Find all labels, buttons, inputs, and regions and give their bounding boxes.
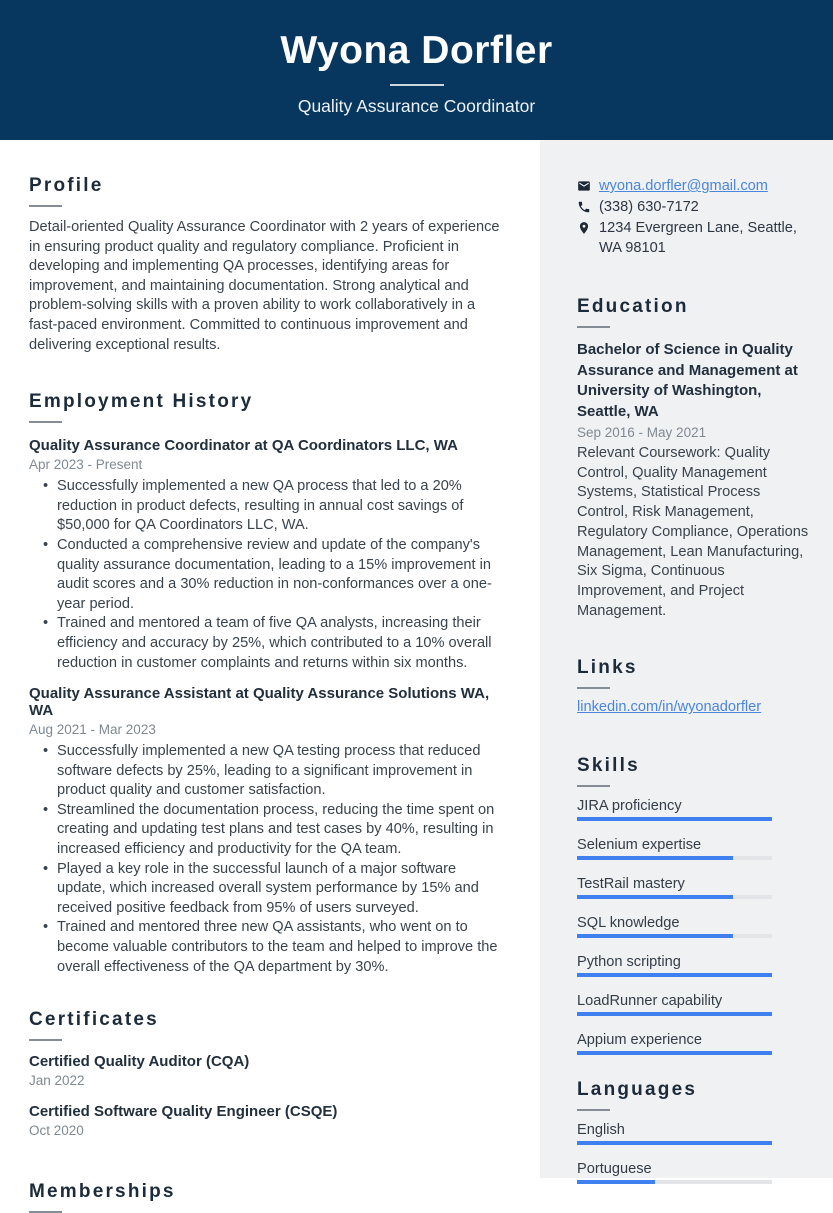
section-rule bbox=[577, 785, 610, 787]
links-heading: Links bbox=[577, 657, 638, 679]
language-name: English bbox=[577, 1122, 625, 1139]
section-rule bbox=[29, 421, 62, 423]
contact-block bbox=[577, 176, 815, 258]
certificates-heading: Certificates bbox=[29, 1009, 159, 1031]
skill-bar-track bbox=[577, 856, 772, 860]
section-rule bbox=[577, 1109, 610, 1111]
skill-bar-track bbox=[577, 1051, 772, 1055]
candidate-name: Wyona Dorfler bbox=[280, 29, 553, 72]
phone-number: (338) 630-7172 bbox=[599, 199, 699, 215]
job-bullet-list bbox=[29, 742, 506, 977]
email-link[interactable]: wyona.dorfler@gmail.com bbox=[599, 178, 768, 194]
skill-name: JIRA proficiency bbox=[577, 798, 682, 815]
certificate-entry bbox=[29, 1053, 506, 1088]
job-period: Apr 2023 - Present bbox=[29, 457, 143, 473]
resume-header bbox=[0, 0, 833, 140]
contact-phone-row bbox=[577, 197, 815, 217]
skill-item bbox=[577, 799, 815, 821]
phone-icon bbox=[577, 200, 591, 214]
education-section bbox=[577, 296, 815, 621]
employment-section bbox=[29, 391, 506, 977]
address-text: 1234 Evergreen Lane, Seattle, WA 98101 bbox=[599, 220, 797, 256]
job-bullet: • Successfully implemented a new QA process that led to a 20% reduction in product defects, resulting in annual cost savings of $50,000 for QA Coordinators LLC, WA. bbox=[57, 477, 506, 536]
certificate-date: Oct 2020 bbox=[29, 1123, 84, 1139]
skill-list bbox=[577, 799, 815, 1055]
skill-bar-track bbox=[577, 817, 772, 821]
certificate-title: Certified Quality Auditor (CQA) bbox=[29, 1053, 250, 1071]
skill-bar-fill bbox=[577, 817, 772, 821]
sidebar-column bbox=[540, 140, 833, 1178]
profile-heading: Profile bbox=[29, 175, 104, 196]
skill-bar-fill bbox=[577, 1012, 772, 1016]
candidate-job-title: Quality Assurance Coordinator bbox=[297, 96, 536, 116]
skill-bar-fill bbox=[577, 1051, 772, 1055]
skill-name: Selenium expertise bbox=[577, 837, 702, 854]
linkedin-link[interactable]: linkedin.com/in/wyonadorfler bbox=[577, 699, 762, 716]
skill-item bbox=[577, 838, 815, 860]
job-bullet-list bbox=[29, 477, 506, 673]
skill-bar-track bbox=[577, 973, 772, 977]
skill-bar-track bbox=[577, 895, 772, 899]
skill-bar-track bbox=[577, 934, 772, 938]
skill-bar-fill bbox=[577, 934, 733, 938]
memberships-section bbox=[29, 1181, 506, 1213]
job-bullet: • Successfully implemented a new QA testing process that reduced software defects by 25%, leading to a significant improvement in product quality and customer satisfaction. bbox=[57, 742, 506, 801]
skill-item bbox=[577, 955, 815, 977]
email-icon bbox=[577, 179, 591, 193]
degree-title: Bachelor of Science in Quality Assurance and Management at University of Washington, Seattle, WA bbox=[577, 341, 798, 420]
skill-item bbox=[577, 1033, 815, 1055]
skill-item bbox=[577, 916, 815, 938]
certificate-date: Jan 2022 bbox=[29, 1073, 85, 1089]
skill-bar-track bbox=[577, 1012, 772, 1016]
job-bullet: • Played a key role in the successful launch of a major software update, which increased overall system performance by 15% and received positive feedback from 95% of users surveyed. bbox=[57, 860, 506, 919]
profile-section bbox=[29, 175, 506, 355]
links-section bbox=[577, 657, 815, 715]
job-entry bbox=[29, 437, 506, 673]
name-divider bbox=[390, 84, 444, 86]
language-name: Portuguese bbox=[577, 1161, 652, 1178]
job-bullet: • Streamlined the documentation process, reducing the time spent on creating and updating test plans and test cases by 40%, resulting in increased efficiency and productivity for the QA team. bbox=[57, 801, 506, 860]
section-rule bbox=[29, 1039, 62, 1041]
job-title: Quality Assurance Assistant at Quality Assurance Solutions WA, WA bbox=[29, 685, 490, 720]
certificate-title: Certified Software Quality Engineer (CSQE) bbox=[29, 1103, 338, 1121]
education-heading: Education bbox=[577, 296, 689, 317]
job-title: Quality Assurance Coordinator at QA Coordinators LLC, WA bbox=[29, 437, 458, 455]
employment-heading: Employment History bbox=[29, 391, 254, 413]
skills-heading: Skills bbox=[577, 755, 640, 777]
language-item bbox=[577, 1123, 815, 1145]
education-description: Relevant Coursework: Quality Control, Quality Management Systems, Statistical Process Control, Risk Management, Regulatory Compliance, Operations Management, Lean Manufacturing, Six Sigma, Continuous Improvement, and Project Management. bbox=[577, 445, 809, 619]
section-rule bbox=[577, 326, 610, 328]
certificates-section bbox=[29, 1009, 506, 1138]
job-entry bbox=[29, 685, 506, 977]
language-item bbox=[577, 1162, 815, 1184]
profile-text: Detail-oriented Quality Assurance Coordinator with 2 years of experience in ensuring product quality and regulatory compliance. Proficient in developing and implementing QA processes, identifying areas for improvement, and maintaining documentation. Strong analytical and problem-solving skills with a proven ability to work collaboratively in a fast-paced environment. Committed to continuous improvement and delivering exceptional results. bbox=[29, 219, 500, 353]
skill-name: LoadRunner capability bbox=[577, 993, 723, 1010]
section-rule bbox=[577, 687, 610, 689]
language-bar-track bbox=[577, 1180, 772, 1184]
language-bar-fill bbox=[577, 1180, 655, 1184]
skill-bar-fill bbox=[577, 895, 733, 899]
job-period: Aug 2021 - Mar 2023 bbox=[29, 722, 156, 738]
skill-item bbox=[577, 994, 815, 1016]
skill-name: TestRail mastery bbox=[577, 876, 685, 893]
skill-bar-fill bbox=[577, 973, 772, 977]
languages-section bbox=[577, 1079, 815, 1184]
certificate-entry bbox=[29, 1103, 506, 1138]
memberships-heading: Memberships bbox=[29, 1181, 176, 1203]
skill-item bbox=[577, 877, 815, 899]
skill-name: Appium experience bbox=[577, 1032, 702, 1049]
job-bullet: • Trained and mentored a team of five QA analysts, increasing their efficiency and accuracy by 25%, which contributed to a 10% overall reduction in customer complaints and returns within six months. bbox=[57, 614, 506, 673]
language-bar-track bbox=[577, 1141, 772, 1145]
education-period: Sep 2016 - May 2021 bbox=[577, 425, 707, 440]
language-bar-fill bbox=[577, 1141, 772, 1145]
skill-name: Python scripting bbox=[577, 954, 681, 971]
location-pin-icon bbox=[577, 221, 591, 235]
skill-bar-fill bbox=[577, 856, 733, 860]
main-column bbox=[0, 140, 540, 1203]
languages-heading: Languages bbox=[577, 1079, 698, 1101]
job-bullet: • Conducted a comprehensive review and update of the company's quality assurance documentation, leading to a 15% improvement in audit scores and a 30% reduction in non-conformances over a one-year period. bbox=[57, 536, 506, 614]
skill-name: SQL knowledge bbox=[577, 915, 680, 932]
job-bullet: • Trained and mentored three new QA assistants, who went on to become valuable contributors to the team and helped to improve the overall effectiveness of the QA department by 30%. bbox=[57, 918, 506, 977]
language-list bbox=[577, 1123, 815, 1184]
contact-address-row bbox=[577, 218, 815, 258]
skills-section bbox=[577, 755, 815, 1055]
link-item bbox=[577, 699, 815, 715]
section-rule bbox=[29, 205, 62, 207]
contact-email-row bbox=[577, 176, 815, 196]
